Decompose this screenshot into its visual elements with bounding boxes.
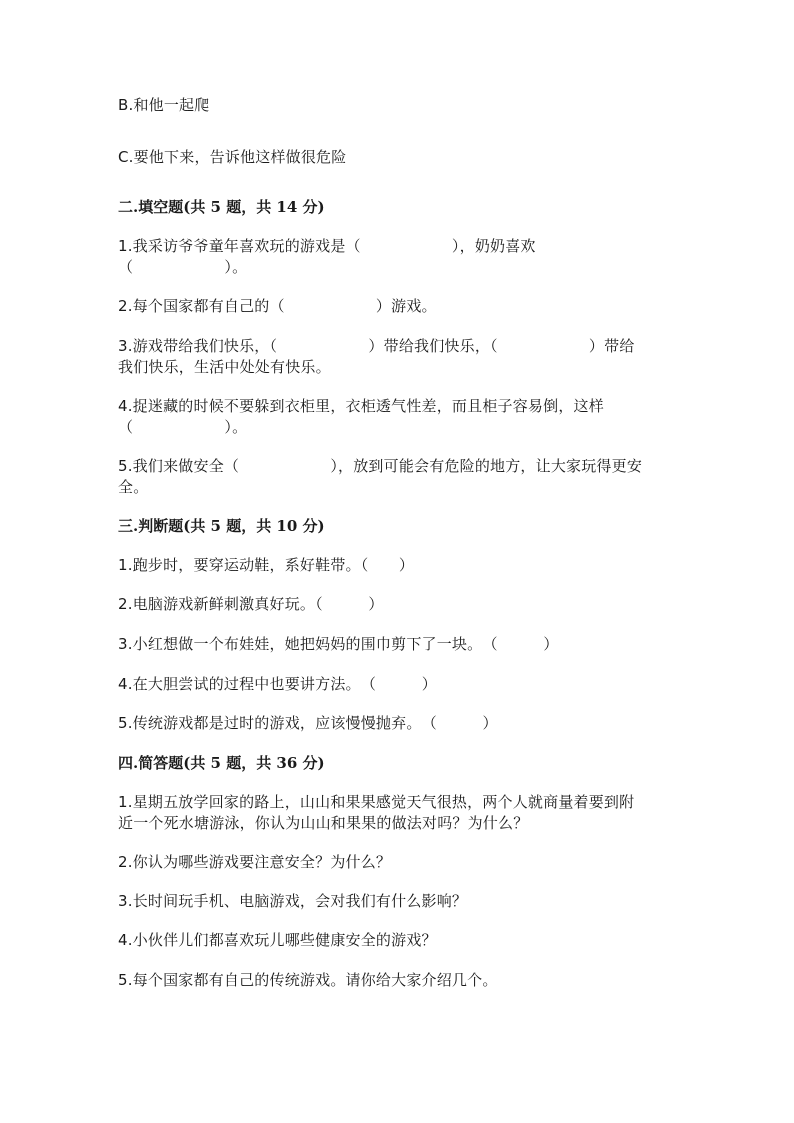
fill-q3-line1: 3.游戏带给我们快乐，（ ）带给我们快乐，（ ）带给 xyxy=(118,337,635,355)
judge-q5: 5.传统游戏都是过时的游戏，应该慢慢抛弃。 （ ） xyxy=(118,714,498,732)
section-true-false-title: 三.判断题(共 5 题，共 10 分) xyxy=(118,517,325,535)
option-c: C.要他下来，告诉他这样做很危险 xyxy=(118,148,347,166)
fill-q2: 2.每个国家都有自己的（ ）游戏。 xyxy=(118,297,437,315)
fill-q1-line2: （ ）。 xyxy=(118,258,248,276)
fill-q5-line1: 5.我们来做安全（ ），放到可能会有危险的地方，让大家玩得更安 xyxy=(118,457,643,475)
short-q1-line2: 近一个死水塘游泳，你认为山山和果果的做法对吗？为什么？ xyxy=(118,814,529,832)
fill-q3-line2: 我们快乐，生活中处处有快乐。 xyxy=(118,358,331,376)
section-fill-in-title: 二.填空题(共 5 题，共 14 分) xyxy=(118,198,325,216)
short-q2: 2.你认为哪些游戏要注意安全？为什么？ xyxy=(118,853,392,871)
short-q4: 4.小伙伴儿们都喜欢玩儿哪些健康安全的游戏？ xyxy=(118,931,437,949)
short-q3: 3.长时间玩手机、电脑游戏，会对我们有什么影响？ xyxy=(118,892,468,910)
fill-q1-line1: 1.我采访爷爷童年喜欢玩的游戏是（ ），奶奶喜欢 xyxy=(118,237,536,255)
fill-q5-line2: 全。 xyxy=(118,478,149,496)
judge-q2: 2.电脑游戏新鲜刺激真好玩。（ ） xyxy=(118,595,384,613)
judge-q1: 1.跑步时，要穿运动鞋，系好鞋带。（ ） xyxy=(118,556,415,574)
option-b: B.和他一起爬 xyxy=(118,96,210,114)
short-q1-line1: 1.星期五放学回家的路上，山山和果果感觉天气很热，两个人就商量着要到附 xyxy=(118,793,635,811)
fill-q4-line2: （ ）。 xyxy=(118,418,248,436)
judge-q4: 4.在大胆尝试的过程中也要讲方法。 （ ） xyxy=(118,675,437,693)
short-q5: 5.每个国家都有自己的传统游戏。请你给大家介绍几个。 xyxy=(118,971,498,989)
judge-q3: 3.小红想做一个布娃娃，她把妈妈的围巾剪下了一块。 （ ） xyxy=(118,635,559,653)
section-short-answer-title: 四.简答题(共 5 题，共 36 分) xyxy=(118,754,325,772)
fill-q4-line1: 4.捉迷藏的时候不要躲到衣柜里，衣柜透气性差，而且柜子容易倒，这样 xyxy=(118,397,604,415)
